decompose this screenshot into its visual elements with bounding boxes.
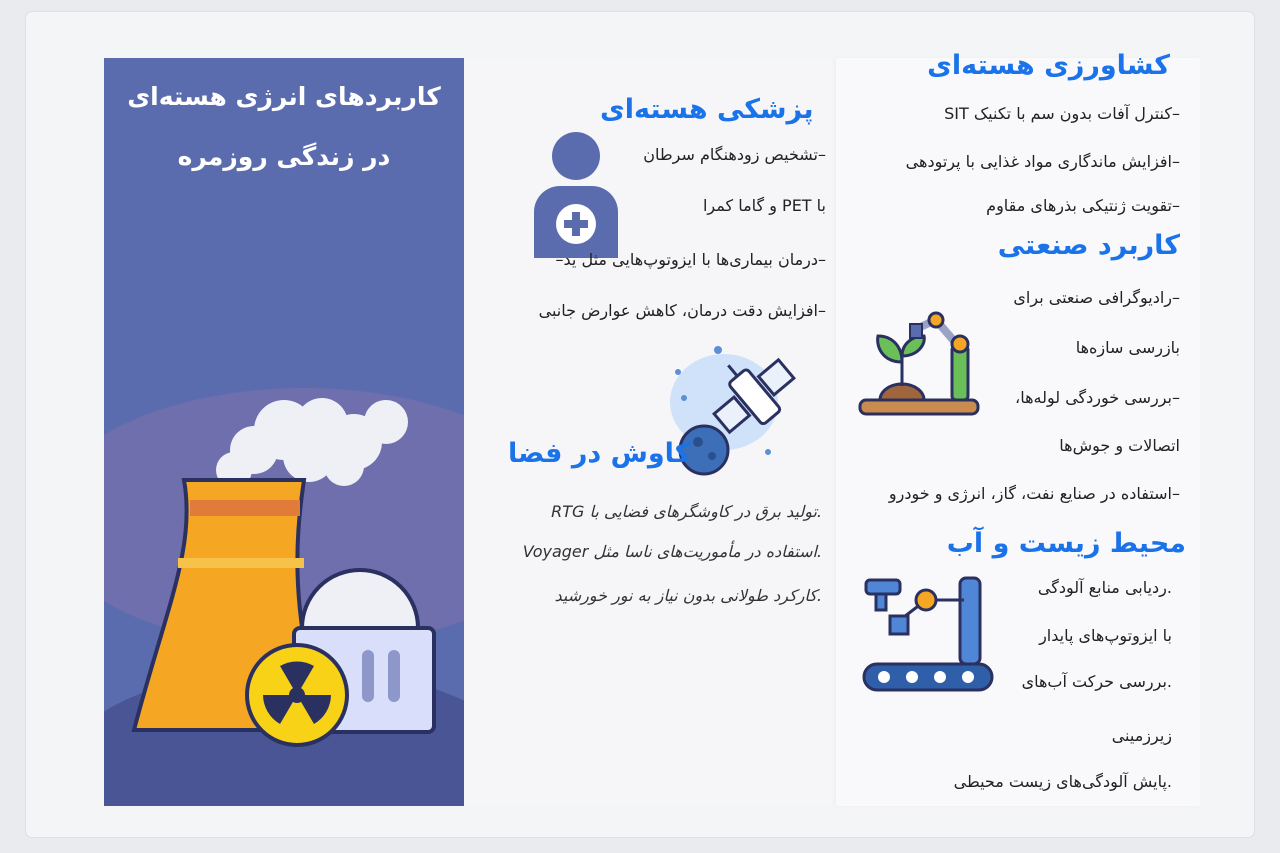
environment-line-4: زیرزمینی (1111, 726, 1172, 745)
agriculture-line-1: –کنترل آفات بدون سم با تکنیک SIT (944, 104, 1180, 123)
middle-panel (464, 58, 836, 806)
environment-line-2: با ایزوتوپ‌های پایدار (1039, 626, 1172, 645)
environment-line-5: .پایش آلودگی‌های زیست محیطی (953, 772, 1172, 791)
industry-heading: کاربرد صنعتی (997, 230, 1180, 261)
plant-robot-icon (856, 306, 988, 420)
poster-title: کاربردهای انرژی هسته‌ای (127, 82, 441, 111)
robot-arm-icon (860, 570, 996, 694)
space-line-2: .استفاده در مأموریت‌های ناسا مثل Voyager (522, 542, 822, 561)
space-line-1: .تولید برق در کاوشگرهای فضایی با RTG (551, 502, 822, 521)
medical-line-3: –درمان بیماری‌ها با ایزوتوپ‌هایی مثل ید– (555, 250, 826, 269)
medical-line-1: –تشخیص زودهنگام سرطان (643, 145, 826, 164)
industry-line-5: –استفاده در صنایع نفت، گاز، انرژی و خودرو (888, 484, 1180, 503)
right-panel (836, 50, 1200, 806)
radiation-icon (242, 640, 352, 750)
space-heading: کاوش در فضا (508, 438, 691, 469)
environment-heading: محیط زیست و آب (946, 528, 1186, 559)
poster-panel (104, 58, 464, 806)
environment-line-1: .ردیابی منابع آلودگی (1037, 578, 1172, 597)
industry-line-3: –بررسی خوردگی لوله‌ها، (1015, 388, 1180, 407)
industry-line-2: بازرسی سازه‌ها (1075, 338, 1180, 357)
space-line-3: .کارکرد طولانی بدون نیاز به نور خورشید (554, 586, 822, 605)
medical-line-4: –افزایش دقت درمان، کاهش عوارض جانبی (538, 301, 826, 320)
doctor-icon (528, 130, 624, 258)
agriculture-line-3: –تقویت ژنتیکی بذرهای مقاوم (986, 196, 1180, 215)
medical-heading: پزشکی هسته‌ای (600, 94, 814, 125)
environment-line-3: .بررسی حرکت آب‌های (1021, 672, 1172, 691)
poster-subtitle: در زندگی روزمره (177, 142, 391, 171)
medical-line-2: با PET و گاما کمرا (702, 196, 826, 215)
agriculture-heading: کشاورزی هسته‌ای (927, 50, 1170, 81)
agriculture-line-2: –افزایش ماندگاری مواد غذایی با پرتودهی (905, 152, 1180, 171)
industry-line-4: اتصالات و جوش‌ها (1059, 436, 1180, 455)
industry-line-1: –رادیوگرافی صنعتی برای (1013, 288, 1180, 307)
